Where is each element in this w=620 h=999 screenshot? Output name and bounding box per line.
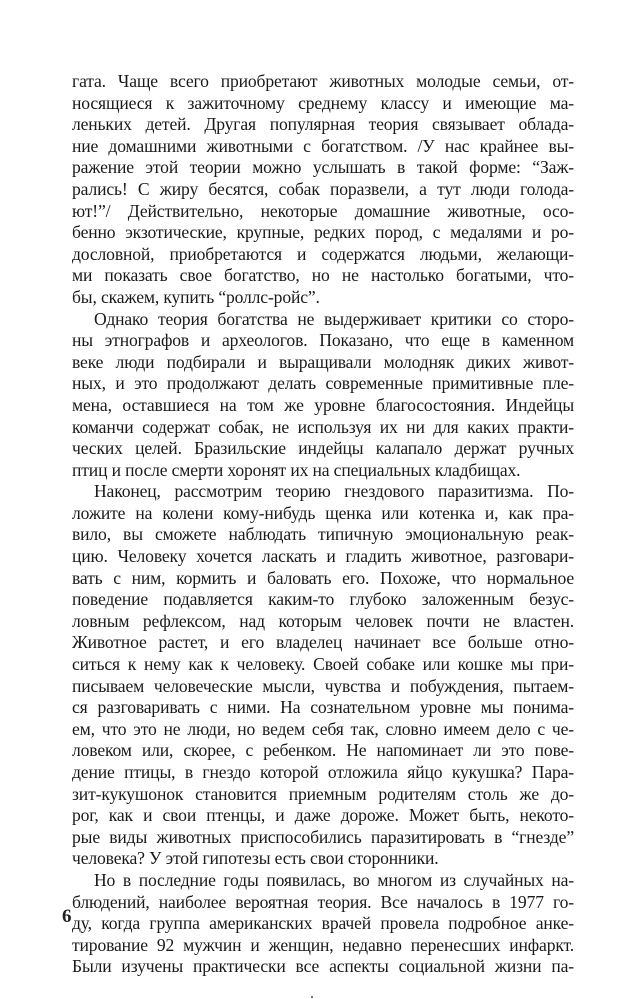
- text-line: веке люди подбирали и выращивали молодняк диких живот-: [72, 351, 574, 372]
- text-line: цию. Человеку хочется ласкать и гладить животное, разговари-: [72, 546, 574, 567]
- text-line: ческих целей. Бразильские индейцы калапало держат ручных: [72, 438, 574, 459]
- text-line: ных, и это продолжают делать современные примитивные пле-: [72, 373, 574, 394]
- text-line: дословной, приобретаются и содержатся людьми, желающи-: [72, 243, 574, 264]
- text-line: ражение этой теории можно услышать в такой форме: “Заж-: [72, 157, 574, 178]
- text-line: бенно экзотические, крупные, редких пород, с медалями и ро-: [72, 222, 574, 243]
- text-line: ны этнографов и археологов. Показано, что еще в каменном: [72, 330, 574, 351]
- text-line: ние домашними животными с богатством. /У нас крайнее вы-: [72, 135, 574, 156]
- text-line: птиц и после смерти хоронят их на специальных кладбищах.: [72, 459, 521, 480]
- text-line: Однако теория богатства не выдерживает критики со сторо-: [94, 308, 574, 329]
- text-line: вило, вы сможете наблюдать типичную эмоциональную реак-: [72, 524, 574, 545]
- text-line: бы, скажем, купить “роллс-ройс”.: [72, 286, 320, 307]
- text-line: носящиеся к зажиточному среднему классу и имеющие ма-: [72, 92, 574, 113]
- text-line: леньких детей. Другая популярная теория связывает облада-: [72, 114, 574, 135]
- text-line: поведение подавляется каким-то глубоко заложенным безус-: [72, 589, 574, 610]
- text-line: мена, оставшиеся на том же уровне благосостояния. Индейцы: [72, 394, 574, 415]
- text-line: ми показать свое богатство, но не настолько богатыми, что-: [72, 265, 574, 286]
- text-line: ду, когда группа американских врачей провела подробное анке-: [72, 913, 574, 934]
- text-line: Были изучены практически все аспекты социальной жизни па-: [72, 956, 574, 977]
- text-line: рались! С жиру бесятся, собак поразвели, а тут люди голода-: [72, 178, 574, 199]
- text-line: человека? У этой гипотезы есть свои сторонники.: [72, 848, 439, 869]
- text-line: ловным рефлексом, над которым человек почти не властен.: [72, 610, 574, 631]
- text-line: ся разговаривать с ними. На сознательном уровне мы понима-: [72, 697, 574, 718]
- text-line: рог, как и свои птенцы, и даже дороже. Может быть, некото-: [72, 805, 574, 826]
- text-line: зит-кукушонок становится приемным родителям столь же до-: [72, 783, 574, 804]
- text-line: ситься к нему как к человеку. Своей собаке или кошке мы при-: [72, 654, 574, 675]
- text-line: вать с ним, кормить и баловать его. Похоже, что нормальное: [72, 567, 574, 588]
- text-line: дение птицы, в гнездо которой отложила яйцо кукушка? Пара-: [72, 762, 574, 782]
- text-line: Но в последние годы появилась, во многом из случайных на-: [94, 869, 574, 890]
- text-line: ют!”/ Действительно, некоторые домашние животные, осо-: [72, 200, 574, 221]
- text-line: тирование 92 мужчин и женщин, недавно перенесших инфаркт.: [72, 934, 574, 955]
- text-line: Животное растет, и его владелец начинает все больше отно-: [72, 632, 574, 653]
- text-line: писываем человеческие мысли, чувства и побуждения, пытаем-: [72, 675, 574, 696]
- text-line: блюдений, наиболее вероятная теория. Все началось в 1977 го-: [72, 891, 574, 912]
- scan-speck: [311, 996, 313, 998]
- body-text: [72, 71, 574, 978]
- text-line: ловеком или, скорее, с ребенком. Не напоминает ли это пове-: [72, 740, 574, 761]
- text-line: рые виды животных приспособились паразитировать в “гнезде”: [72, 826, 574, 847]
- text-line: Наконец, рассмотрим теорию гнездового паразитизма. По-: [94, 481, 574, 502]
- text-line: гата. Чаще всего приобретают животных молодые семьи, от-: [72, 71, 574, 91]
- text-line: ем, что это не люди, но ведем себя так, словно имеем дело с че-: [72, 718, 574, 739]
- page-number: 6: [62, 906, 72, 927]
- text-line: команчи содержат собак, не используя их ни для каких практи-: [72, 416, 574, 437]
- text-line: ложите на колени кому-нибудь щенка или котенка и, как пра-: [72, 502, 574, 523]
